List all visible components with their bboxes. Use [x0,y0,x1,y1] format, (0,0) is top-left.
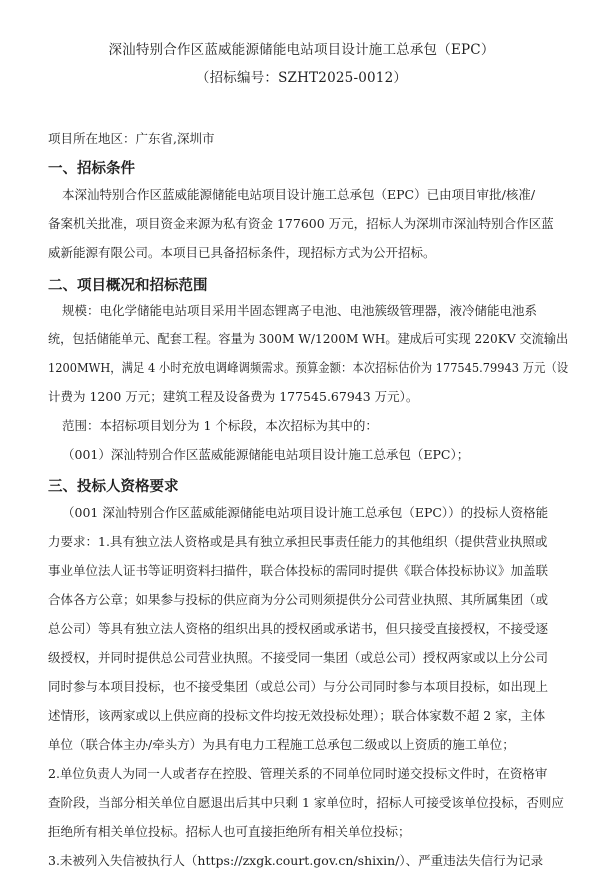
paragraph-line: 规模：电化学储能电站项目采用半固态锂离子电池、电池簇级管理器，液冷储能电池系 [62,303,538,318]
section-heading-3: 三、投标人资格要求 [48,479,179,495]
paragraph-line: 威新能源有限公司。本项目已具备招标条件，现招标方式为公开招标。 [48,245,436,260]
paragraph-line: 力要求：1.具有独立法人资格或是具有独立承担民事责任能力的其他组织（提供营业执照或 [48,534,548,549]
paragraph-line: 2.单位负责人为同一人或者存在控股、管理关系的不同单位同时递交投标文件时，在资格审 [48,766,548,781]
paragraph-line: 1200MWH，满足 4 小时充放电调峰调频需求。预算金额：本次招标估价为 177545.79943 万元（设 [48,360,569,375]
paragraph-line: 统，包括储能单元、配套工程。容量为 300M W/1200M WH。建成后可实现 220KV 交流输出 [48,331,569,346]
paragraph-line: 合体各方公章；如果参与投标的供应商为分公司则须提供分公司营业执照、其所属集团（或 [48,592,549,607]
paragraph-line: （001 深汕特别合作区蓝威能源储能电站项目设计施工总承包（EPC））的投标人资格能 [62,505,549,520]
document-title: 深汕特别合作区蓝威能源储能电站项目设计施工总承包（EPC） [108,42,495,58]
section-heading-2: 二、项目概况和招标范围 [48,278,208,294]
paragraph-line: （001）深汕特别合作区蓝威能源储能电站项目设计施工总承包（EPC）； [62,447,470,462]
tender-number: （招标编号：SZHT2025-0012） [195,70,408,86]
section-heading-1: 一、招标条件 [48,161,135,177]
paragraph-line: 计费为 1200 万元；建筑工程及设备费为 177545.67943 万元）。 [48,389,419,404]
paragraph-line: 同时参与本项目投标，也不接受集团（或总公司）与分公司同时参与本项目投标，如出现上 [48,679,549,694]
paragraph-line: 备案机关批准，项目资金来源为私有资金 177600 万元，招标人为深圳市深汕特别合作区蓝 [48,216,554,231]
paragraph-line: 总公司）等具有独立法人资格的组织出具的授权函或承诺书，但只接受直接授权，不接受逐 [48,621,549,636]
paragraph-line: 3.未被列入失信被执行人（https://zxgk.court.gov.cn/shixin/）、严重违法失信行为记录 [48,853,544,868]
paragraph-line: 查阶段，当部分相关单位自愿退出后其中只剩 1 家单位时，招标人可接受该单位投标，否则应 [48,795,564,810]
paragraph-line: 范围：本招标项目划分为 1 个标段，本次招标为其中的： [62,418,378,433]
paragraph-line: 述情形，该两家或以上供应商的投标文件均按无效投标处理）；联合体家数不超 2 家，主体 [48,708,546,723]
paragraph-line: 本深汕特别合作区蓝威能源储能电站项目设计施工总承包（EPC）已由项目审批/核准/ [62,187,536,202]
paragraph-line: 事业单位法人证书等证明资料扫描件，联合体投标的需同时提供《联合体投标协议》加盖联 [48,563,549,578]
paragraph-line: 拒绝所有相关单位投标。招标人也可直接拒绝所有相关单位投标； [48,824,411,839]
paragraph-line: 单位（联合体主办/牵头方）为具有电力工程施工总承包二级或以上资质的施工单位； [48,737,515,752]
project-location: 项目所在地区：广东省,深圳市 [48,131,215,146]
paragraph-line: 级授权，并同时提供总公司营业执照。不接受同一集团（或总公司）授权两家或以上分公司 [48,650,549,665]
